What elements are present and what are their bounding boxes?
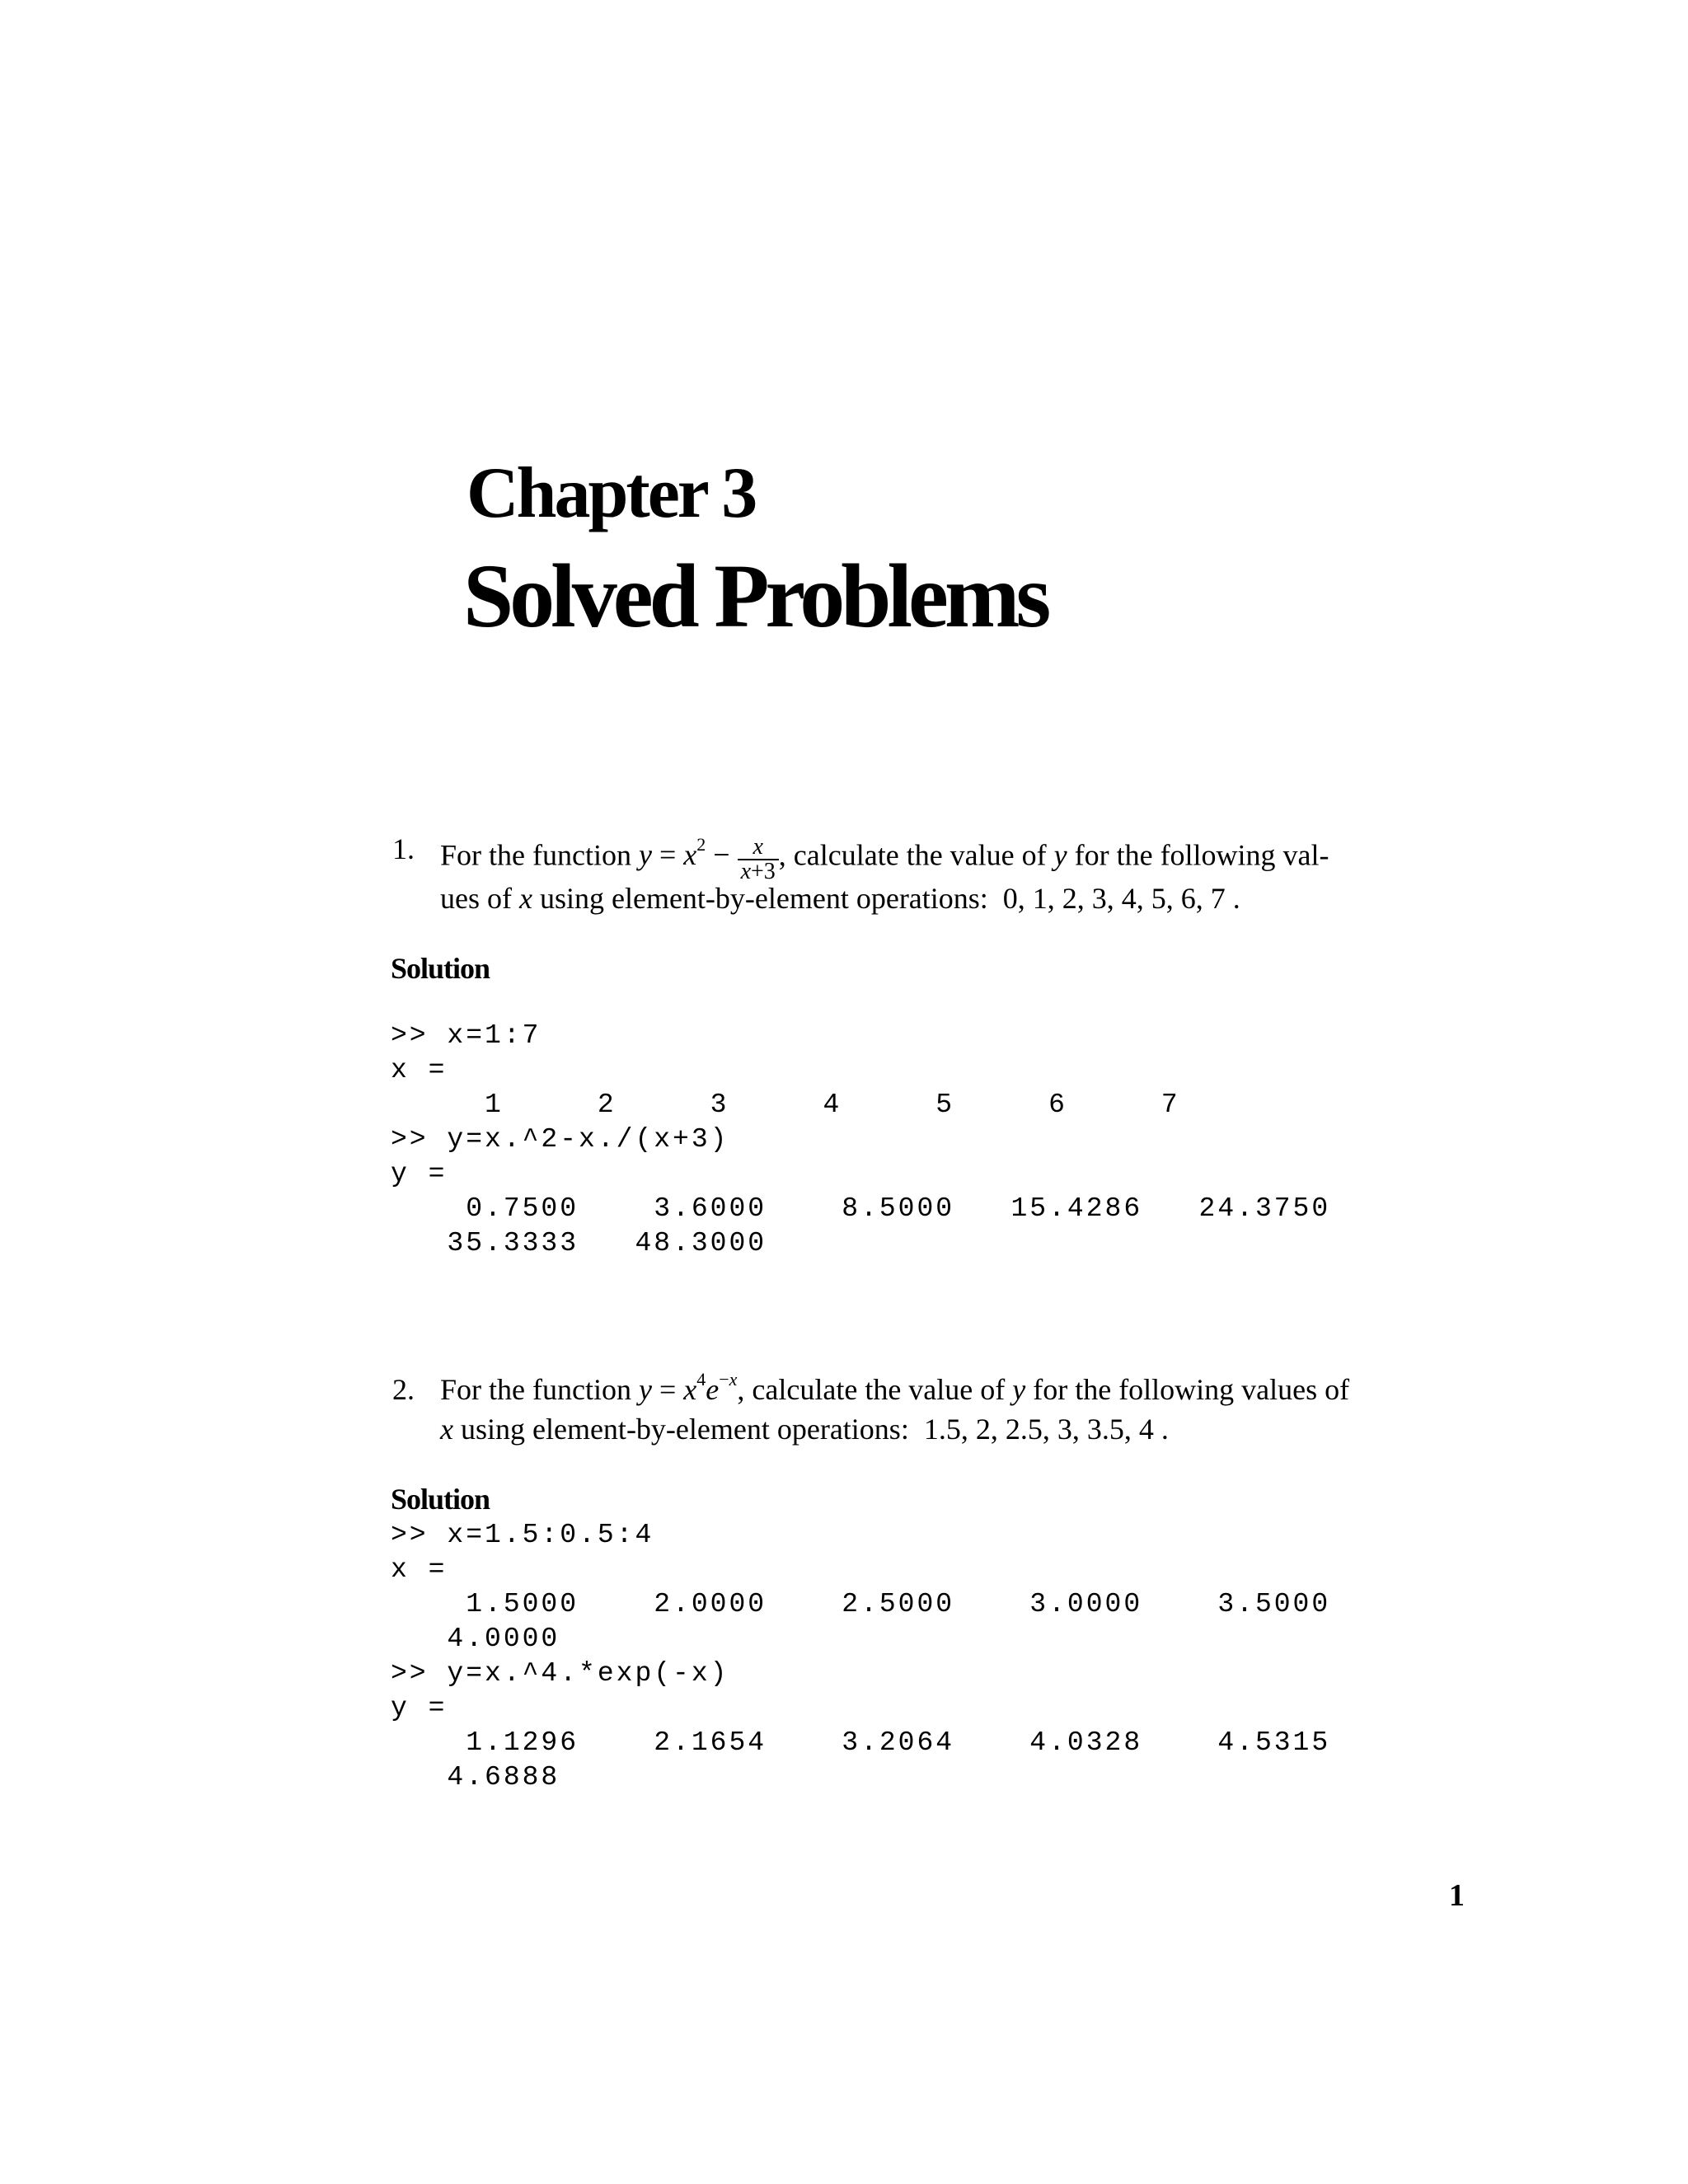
problem-2-number: 2. xyxy=(392,1373,415,1406)
chapter-label: Chapter 3 xyxy=(467,453,756,533)
code-line: >> x=1.5:0.5:4 xyxy=(391,1520,654,1550)
problem-1-code-block xyxy=(391,1019,1330,1261)
code-line: 0.7500 3.6000 8.5000 15.4286 24.3750 xyxy=(391,1193,1331,1224)
code-line: 4.6888 xyxy=(391,1762,560,1793)
problem-1-solution-label: Solution xyxy=(391,952,490,985)
code-line: x = xyxy=(391,1554,448,1585)
code-line: x = xyxy=(391,1055,448,1085)
code-line: >> x=1:7 xyxy=(391,1020,542,1051)
code-line: 4.0000 xyxy=(391,1624,560,1654)
chapter-title: Solved Problems xyxy=(463,546,1048,646)
code-line: y = xyxy=(391,1159,448,1189)
code-line: 1.5000 2.0000 2.5000 3.0000 3.5000 xyxy=(391,1589,1331,1619)
problem-1-equation: $y = x^2$ − $\frac{x}{x+3}$ xyxy=(639,838,779,871)
code-line: y = xyxy=(391,1693,448,1723)
page-number: 1 xyxy=(1449,1878,1465,1913)
problem-1-line-2: ues of x using element-by-element operations: 0, 1, 2, 3, 4, 5, 6, 7 . xyxy=(440,882,1240,915)
code-line: 35.3333 48.3000 xyxy=(391,1228,767,1258)
problem-2-solution-label: Solution xyxy=(391,1483,490,1516)
code-line: 1 2 3 4 5 6 7 xyxy=(391,1090,1180,1120)
problem-2-line-2: x using element-by-element operations: 1.5, 2, 2.5, 3, 3.5, 4 . xyxy=(440,1413,1169,1446)
problem-2-code-block xyxy=(391,1518,1330,1795)
code-line: 1.1296 2.1654 3.2064 4.0328 4.5315 xyxy=(391,1727,1331,1758)
problem-1-number: 1. xyxy=(392,832,415,865)
code-line: >> y=x.^4.*exp(-x) xyxy=(391,1658,729,1689)
problem-2-equation: $y = x^4e^{-x}$ xyxy=(638,1369,738,1406)
problem-1-line-1: For the function $y = x^2$ − $\frac{x}{x+3}$ , calculate the value of y for the following val- xyxy=(440,834,1329,884)
problem-2-line-1: For the function $y = x^4e^{-x}$, calculate the value of y for the following values of xyxy=(440,1369,1350,1406)
code-line: >> y=x.^2-x./(x+3) xyxy=(391,1124,729,1155)
